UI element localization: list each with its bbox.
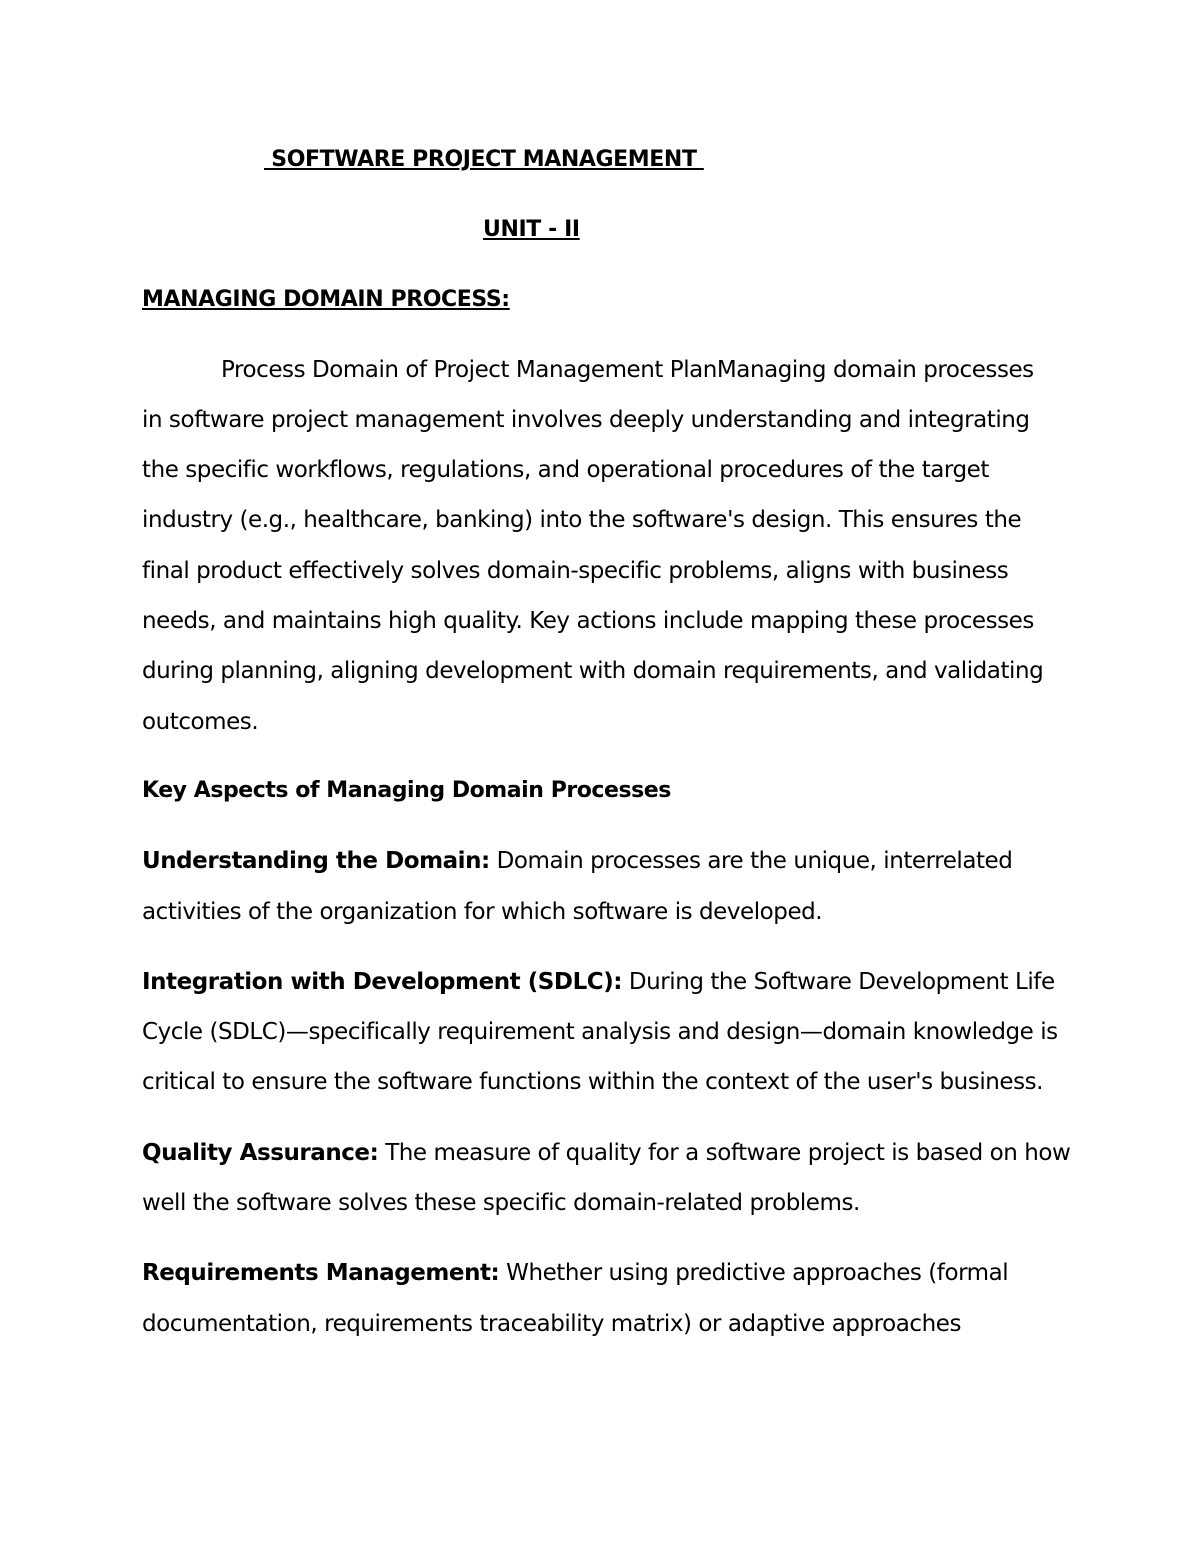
paragraph-line: in software project management involves deeply understanding and integrating — [142, 407, 1030, 433]
paragraph-line: needs, and maintains high quality. Key actions include mapping these processes — [142, 608, 1034, 634]
paragraph-line: Process Domain of Project Management PlanManaging domain processes — [221, 357, 1034, 383]
document-title: SOFTWARE PROJECT MANAGEMENT — [264, 147, 704, 172]
paragraph-line: the specific workflows, regulations, and operational procedures of the target — [142, 457, 989, 483]
paragraph-line: critical to ensure the software functions within the context of the user's business. — [142, 1069, 1044, 1095]
paragraph-line: activities of the organization for which software is developed. — [142, 899, 823, 925]
aspect-text: Domain processes are the unique, interrelated — [489, 848, 1013, 874]
section-heading: MANAGING DOMAIN PROCESS: — [142, 287, 510, 312]
aspect-requirements-management — [142, 1258, 1008, 1288]
paragraph-line: during planning, aligning development with domain requirements, and validating — [142, 658, 1044, 684]
paragraph-line: final product effectively solves domain-specific problems, aligns with business — [142, 558, 1009, 584]
key-aspects-heading: Key Aspects of Managing Domain Processes — [142, 778, 671, 803]
aspect-text: Whether using predictive approaches (formal — [499, 1260, 1009, 1286]
aspect-term: Quality Assurance: — [142, 1140, 379, 1166]
paragraph-line: outcomes. — [142, 709, 259, 735]
paragraph-line: well the software solves these specific domain-related problems. — [142, 1190, 860, 1216]
aspect-text: During the Software Development Life — [622, 969, 1055, 995]
aspect-term: Integration with Development (SDLC): — [142, 969, 623, 995]
paragraph-line: industry (e.g., healthcare, banking) into the software's design. This ensures the — [142, 507, 1022, 533]
paragraph-line: Cycle (SDLC)—specifically requirement analysis and design—domain knowledge is — [142, 1019, 1058, 1045]
aspect-term: Requirements Management: — [142, 1260, 500, 1286]
unit-label: UNIT - II — [483, 217, 580, 242]
aspect-term: Understanding the Domain: — [142, 848, 490, 874]
aspect-quality-assurance — [142, 1138, 1070, 1168]
aspect-text: The measure of quality for a software project is based on how — [378, 1140, 1071, 1166]
aspect-integration-sdlc — [142, 967, 1055, 997]
paragraph-line: documentation, requirements traceability matrix) or adaptive approaches — [142, 1311, 961, 1337]
aspect-understanding-domain — [142, 846, 1012, 876]
